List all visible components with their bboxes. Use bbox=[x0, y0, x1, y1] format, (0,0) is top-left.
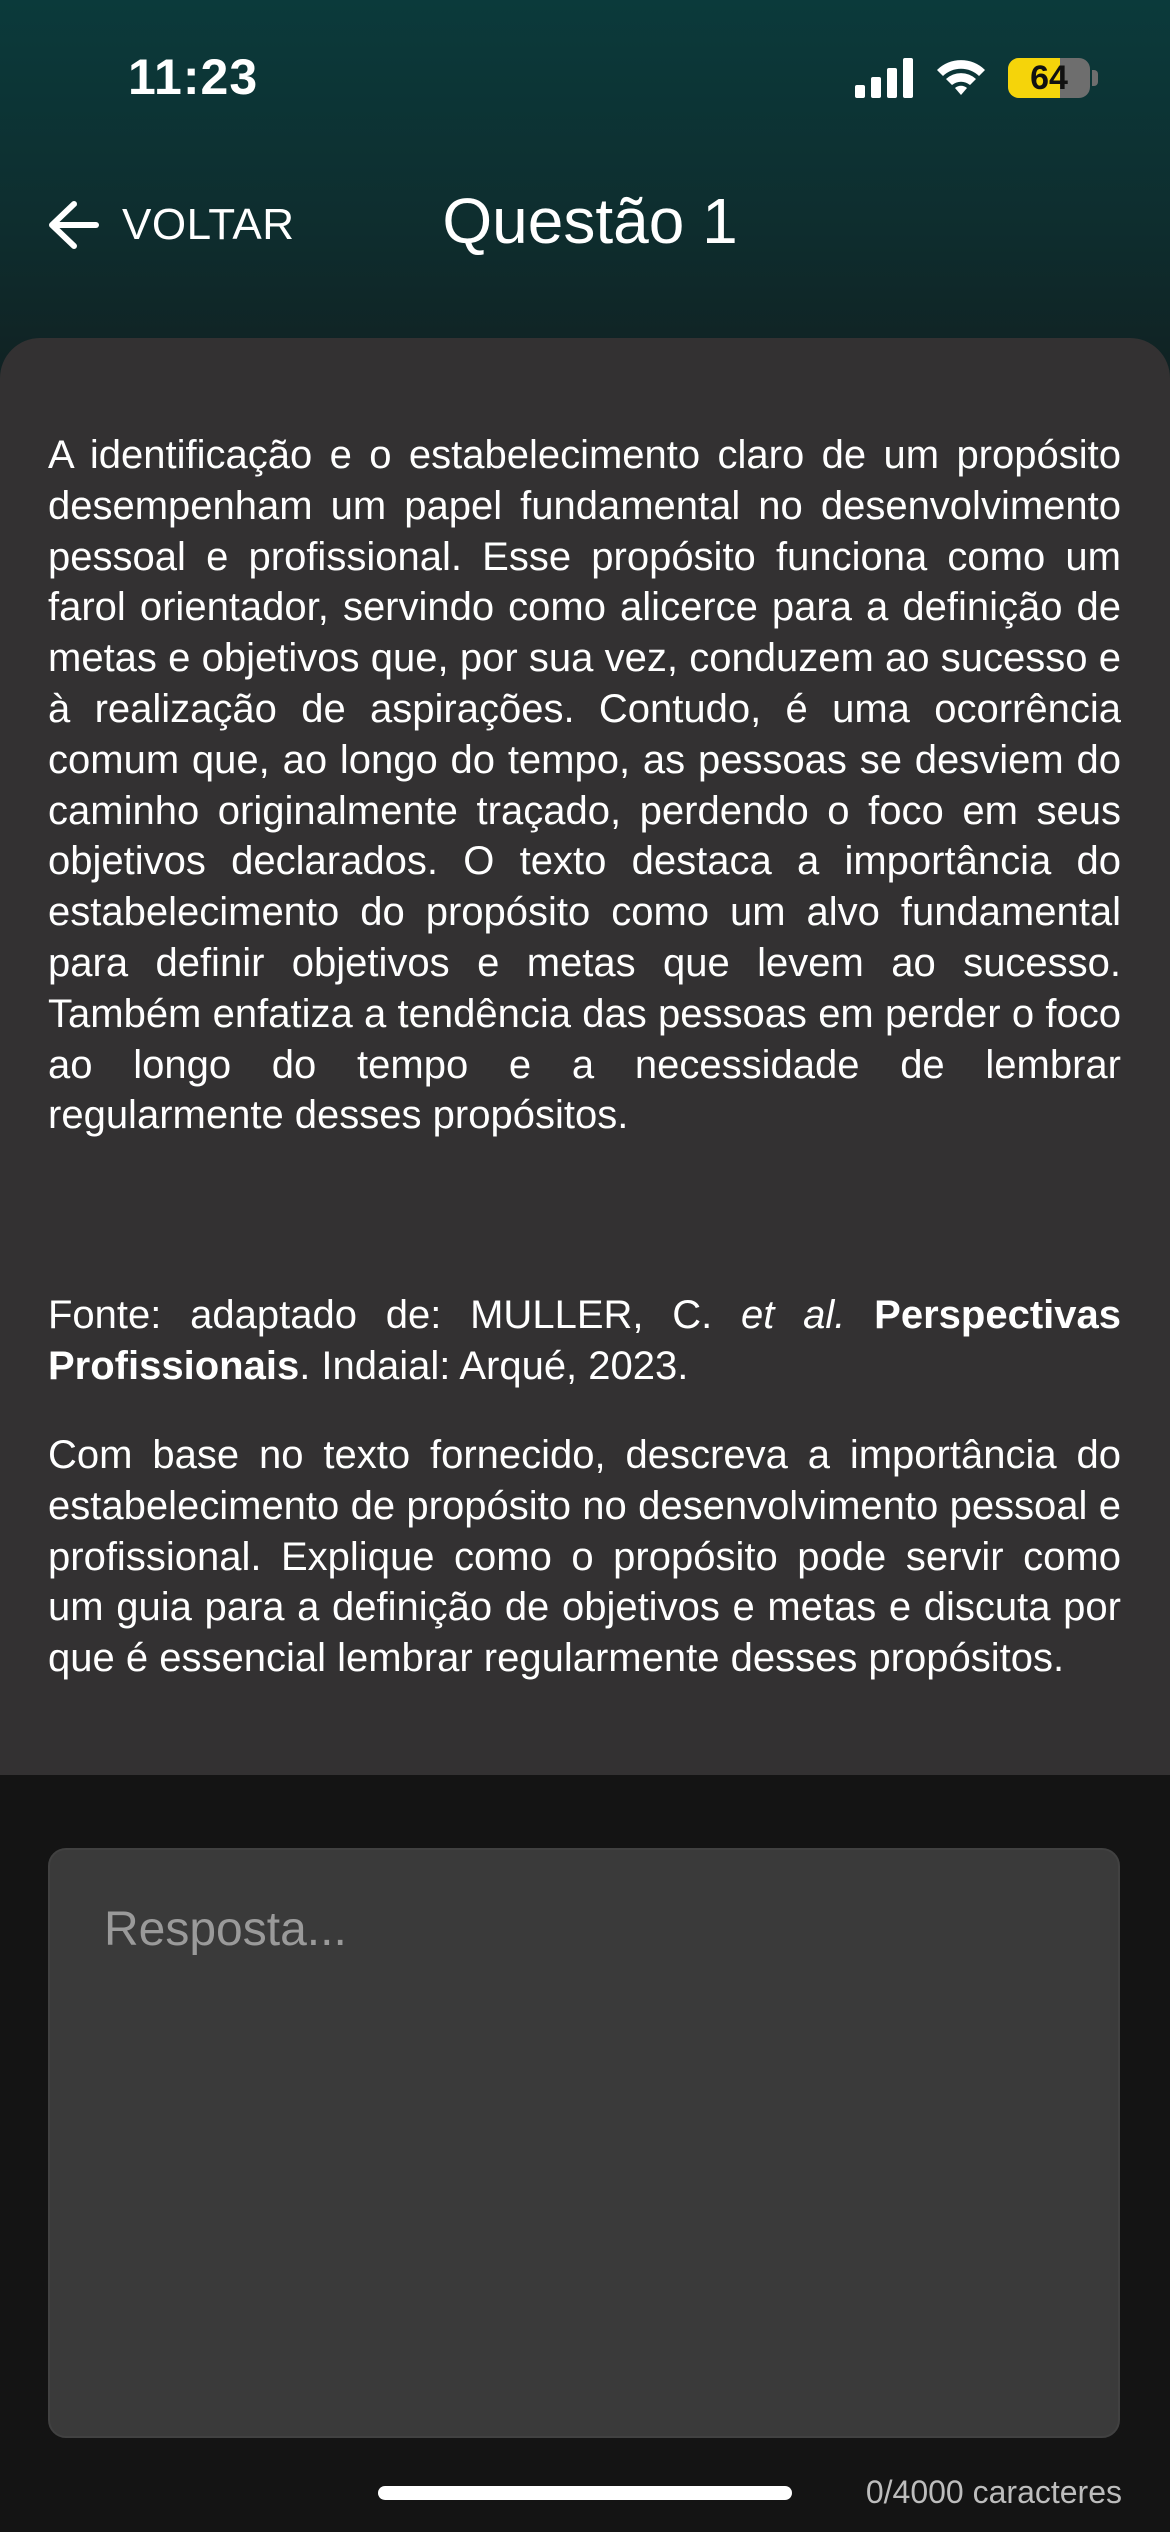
status-time: 11:23 bbox=[128, 49, 259, 105]
answer-input[interactable] bbox=[50, 1850, 1118, 2436]
character-counter: 0/4000 caracteres bbox=[865, 2474, 1122, 2510]
question-prompt: Com base no texto fornecido, descreva a importância do estabelecimento de propósito no desenvolvimento pessoal e profissional. Explique como o propósito pode servir como um guia para a definição de objetivos e metas e discuta por que é essencial lembrar regularmente desses propósitos. bbox=[48, 1433, 1121, 1681]
question-text: A identificação e o estabelecimento claro de um propósito desempenham um papel fundamental no desenvolvimento pessoal e profissional. Esse propósito funciona como um farol orientador, servindo como alicerce para a definição de metas e objetivos que, por sua vez, conduzem ao sucesso e à realização de aspirações. Contudo, é uma ocorrência comum que, ao longo do tempo, as pessoas se desviem do caminho originalmente traçado, perdendo o foco em seus objetivos declarados. O texto destaca a importância do estabelecimento do propósito como um alvo fundamental para definir objetivos e metas que levem ao sucesso. Também enfatiza a tendência das pessoas em perder o foco ao longo do tempo e a necessidade de lembrar regularmente desses propósitos. bbox=[48, 433, 1121, 1138]
source-suffix: . Indaial: Arqué, 2023. bbox=[299, 1343, 689, 1388]
battery-percent: 64 bbox=[1030, 58, 1068, 97]
battery-icon bbox=[1008, 58, 1090, 98]
question-card bbox=[0, 338, 1170, 1775]
back-button-label: VOLTAR bbox=[122, 200, 295, 249]
wifi-icon bbox=[935, 56, 987, 98]
battery-tip bbox=[1092, 70, 1098, 86]
source-et-al: et al. bbox=[741, 1293, 846, 1337]
source-work-title: Perspectivas Profissionais bbox=[48, 1293, 1121, 1388]
page-title: Questão 1 bbox=[442, 185, 738, 257]
source-prefix: Fonte: adaptado de: MULLER, C. bbox=[48, 1293, 742, 1337]
home-indicator bbox=[378, 2486, 792, 2500]
cellular-signal-icon bbox=[855, 58, 915, 98]
answer-box bbox=[48, 1848, 1120, 2438]
question-source bbox=[48, 1290, 1121, 1392]
